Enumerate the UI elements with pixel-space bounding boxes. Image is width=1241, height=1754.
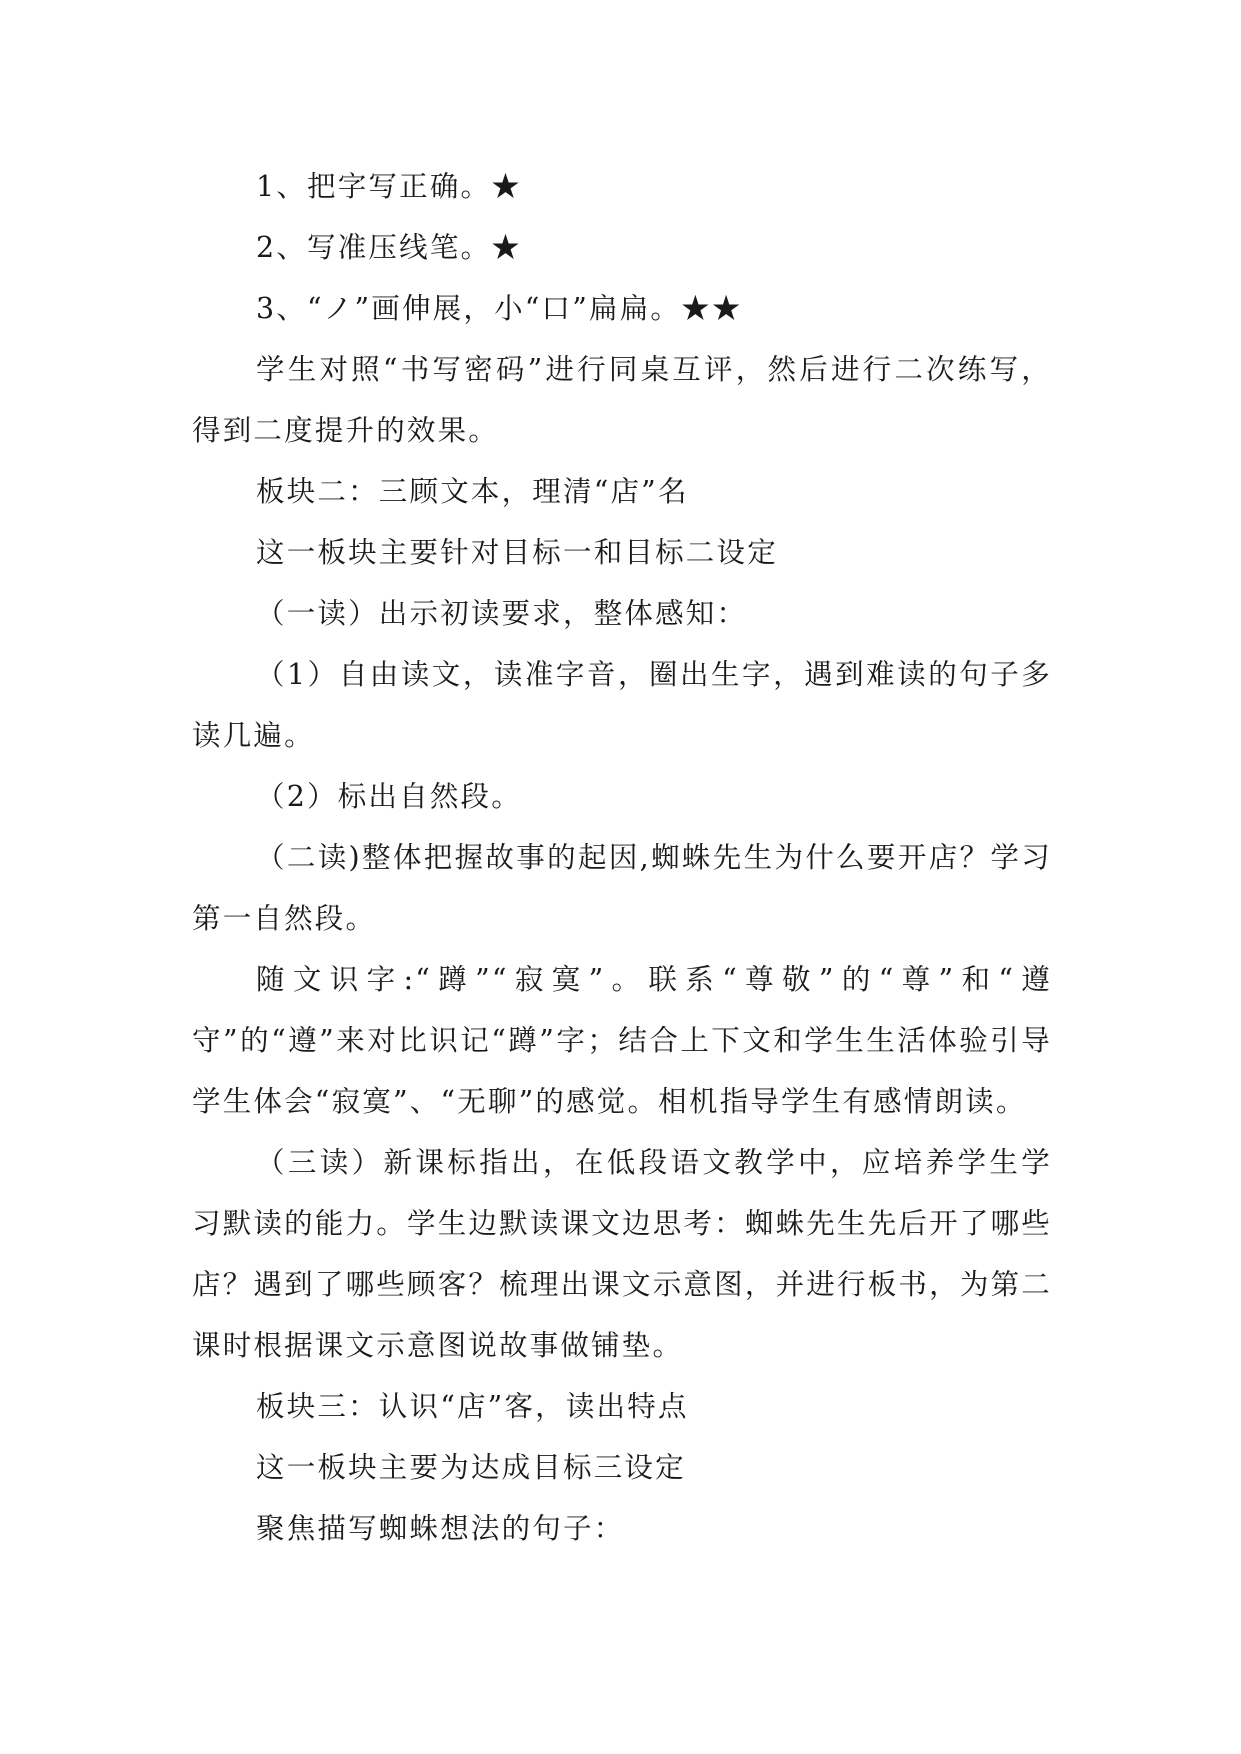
section-3-purpose: 这一板块主要为达成目标三设定 (256, 1451, 686, 1484)
first-reading-heading: （一读）出示初读要求，整体感知： (256, 597, 748, 630)
section-2-purpose: 这一板块主要针对目标一和目标二设定 (256, 536, 778, 569)
third-reading-paragraph: （三读）新课标指出，在低段语文教学中，应培养学生学习默读的能力。学生边默读课文边思考：蜘蛛先生先后开了哪些店？遇到了哪些顾客？梳理出课文示意图，并进行板书，为第二课时根据课文示意图说故事做铺垫。 (192, 1146, 1052, 1362)
criteria-item-1: 1、把字写正确。★ (256, 170, 522, 203)
criteria-item-3: 3、“ノ”画伸展，小“口”扁扁。★★ (256, 292, 743, 325)
first-reading-step-2: （2）标出自然段。 (256, 780, 522, 813)
second-reading-paragraph: （二读)整体把握故事的起因,蜘蛛先生为什么要开店？学习第一自然段。 (192, 841, 1052, 935)
section-heading-3: 板块三：认识“店”客，读出特点 (256, 1390, 689, 1423)
section-heading-2: 板块二：三顾文本，理清“店”名 (256, 475, 689, 508)
document-body (192, 156, 1052, 1559)
character-learning-paragraph: 随文识字:“蹲”“寂寞”。联系“尊敬”的“尊”和“遵守”的“遵”来对比识记“蹲”字；结合上下文和学生生活体验引导学生体会“寂寞”、“无聊”的感觉。相机指导学生有感情朗读。 (192, 963, 1052, 1118)
criteria-item-2: 2、写准压线笔。★ (256, 231, 522, 264)
peer-review-paragraph: 学生对照“书写密码”进行同桌互评，然后进行二次练写，得到二度提升的效果。 (192, 353, 1052, 447)
first-reading-step-1: （1）自由读文，读准字音，圈出生字，遇到难读的句子多读几遍。 (192, 658, 1052, 752)
focus-sentences-paragraph: 聚焦描写蜘蛛想法的句子： (256, 1512, 625, 1545)
